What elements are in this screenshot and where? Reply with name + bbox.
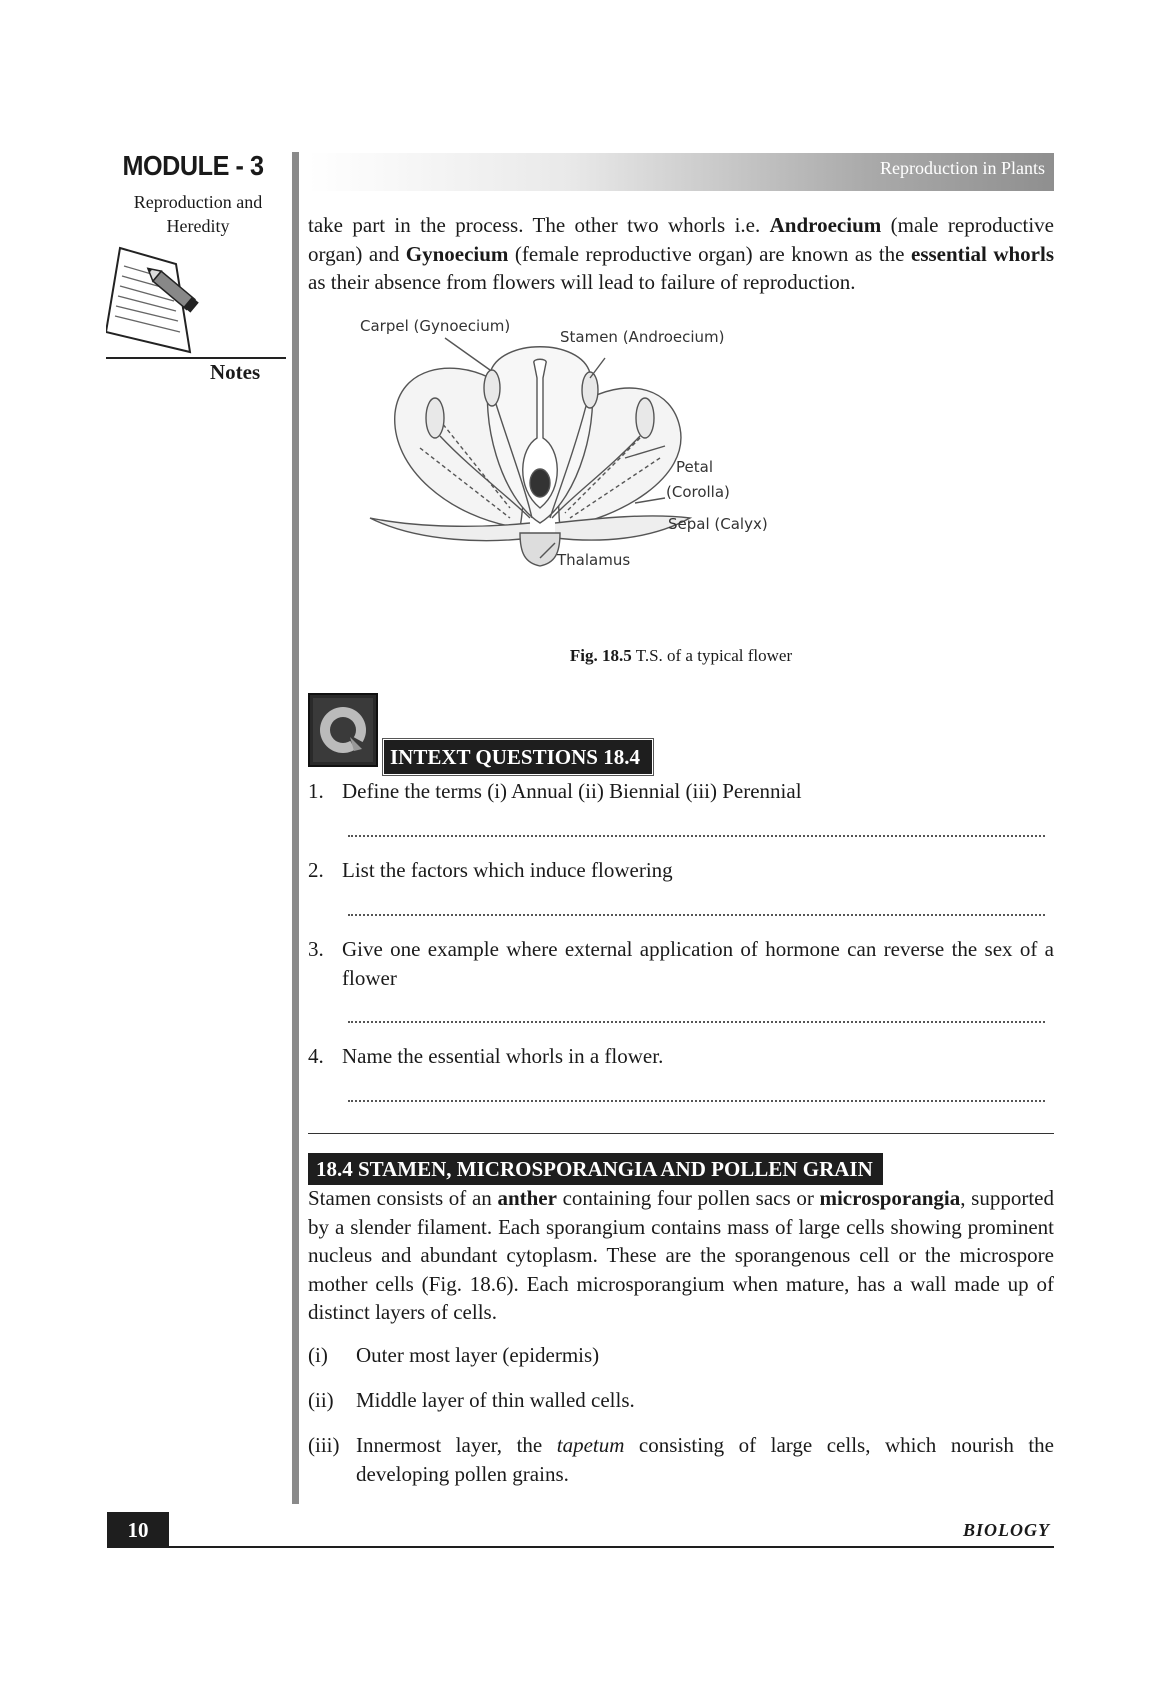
label-sepal: Sepal (Calyx) xyxy=(668,515,768,533)
label-thalamus: Thalamus xyxy=(557,551,631,569)
label-carpel: Carpel (Gynoecium) xyxy=(360,318,511,335)
question-item xyxy=(308,935,1054,992)
list-item xyxy=(308,1431,1054,1488)
list-text: Outer most layer (epidermis) xyxy=(356,1343,600,1367)
question-text: List the factors which induce flowering xyxy=(342,858,673,882)
intro-text-4: as their absence from flowers will lead to failure of reproduction. xyxy=(308,270,856,294)
list-label: (ii) xyxy=(308,1388,334,1412)
section-text-1: Stamen consists of an xyxy=(308,1186,498,1210)
term-microsporangia: microsporangia xyxy=(819,1186,961,1210)
question-item xyxy=(308,856,1054,885)
list-text-part: consisting of large cells, which nourish the developing pollen grains. xyxy=(356,1433,1054,1486)
flower-diagram xyxy=(360,318,840,583)
section-text-3: , supported by a slender filament. Each sporangium contains mass of large cells showing prominent nucleus and abundant cytoplasm. These are the sporangenous cell or the microspore mother cells (Fig. 18.6). Each microsporangium when mature, has a wall made up of distinct layers of cells. xyxy=(308,1186,1054,1324)
list-text xyxy=(356,1431,1054,1488)
question-text: Define the terms (i) Annual (ii) Biennial (iii) Perennial xyxy=(342,779,802,803)
question-icon xyxy=(308,693,378,767)
answer-line[interactable] xyxy=(348,914,1045,916)
module-subtitle-line1: Reproduction and xyxy=(133,192,263,212)
term-anther: anther xyxy=(497,1186,557,1210)
label-petal: Petal xyxy=(676,458,713,476)
footer-rule xyxy=(169,1546,1054,1548)
label-stamen: Stamen (Androecium) xyxy=(560,328,725,346)
figure-caption xyxy=(308,646,1054,666)
page-number: 10 xyxy=(107,1512,169,1548)
list-label: (iii) xyxy=(308,1433,340,1457)
caption-text: T.S. of a typical flower xyxy=(631,646,793,665)
list-text-part: Innermost layer, the xyxy=(356,1433,557,1457)
margin-vertical-bar xyxy=(292,152,299,1504)
section-paragraph xyxy=(308,1184,1054,1327)
term-androecium: Androecium xyxy=(769,213,882,237)
footer-subject: BIOLOGY xyxy=(963,1520,1050,1540)
list-label: (i) xyxy=(308,1343,328,1367)
intro-text-3: (female reproductive organ) are known as the xyxy=(508,241,911,266)
caption-number: Fig. 18.5 xyxy=(569,646,632,665)
list-text: Middle layer of thin walled cells. xyxy=(356,1388,635,1412)
intro-text-1: take part in the process. The other two whorls i.e. xyxy=(308,213,770,237)
question-number: 3. xyxy=(308,937,324,961)
section-text-2: containing four pollen sacs or xyxy=(556,1186,820,1210)
term-essential-whorls: essential whorls xyxy=(911,241,1054,266)
module-subtitle-line2: Heredity xyxy=(166,216,230,236)
intext-heading: INTEXT QUESTIONS 18.4 xyxy=(384,740,652,774)
question-item xyxy=(308,777,1054,806)
term-gynoecium: Gynoecium xyxy=(405,241,509,266)
module-subtitle xyxy=(108,190,288,238)
list-item xyxy=(308,1341,1054,1370)
term-tapetum: tapetum xyxy=(556,1433,625,1457)
notes-label: Notes xyxy=(210,360,261,384)
module-title: MODULE - 3 xyxy=(122,150,264,181)
question-number: 1. xyxy=(308,779,324,803)
notes-divider xyxy=(106,357,286,359)
question-text: Name the essential whorls in a flower. xyxy=(342,1044,664,1068)
list-item xyxy=(308,1386,1054,1415)
answer-line[interactable] xyxy=(348,835,1045,837)
intro-text-2: (male reproductive organ) and xyxy=(308,213,1054,266)
label-corolla: (Corolla) xyxy=(666,483,730,501)
question-item xyxy=(308,1042,1054,1071)
answer-line[interactable] xyxy=(348,1021,1045,1023)
section-divider xyxy=(308,1133,1054,1134)
chapter-title: Reproduction in Plants xyxy=(880,158,1045,178)
question-text: Give one example where external application of hormone can reverse the sex of a flower xyxy=(342,937,1054,990)
notes-pencil-icon xyxy=(106,244,216,364)
answer-line[interactable] xyxy=(348,1100,1045,1102)
section-heading: 18.4 STAMEN, MICROSPORANGIA AND POLLEN GRAIN xyxy=(308,1153,883,1185)
question-number: 2. xyxy=(308,858,324,882)
question-number: 4. xyxy=(308,1044,324,1068)
intro-paragraph xyxy=(308,211,1054,297)
